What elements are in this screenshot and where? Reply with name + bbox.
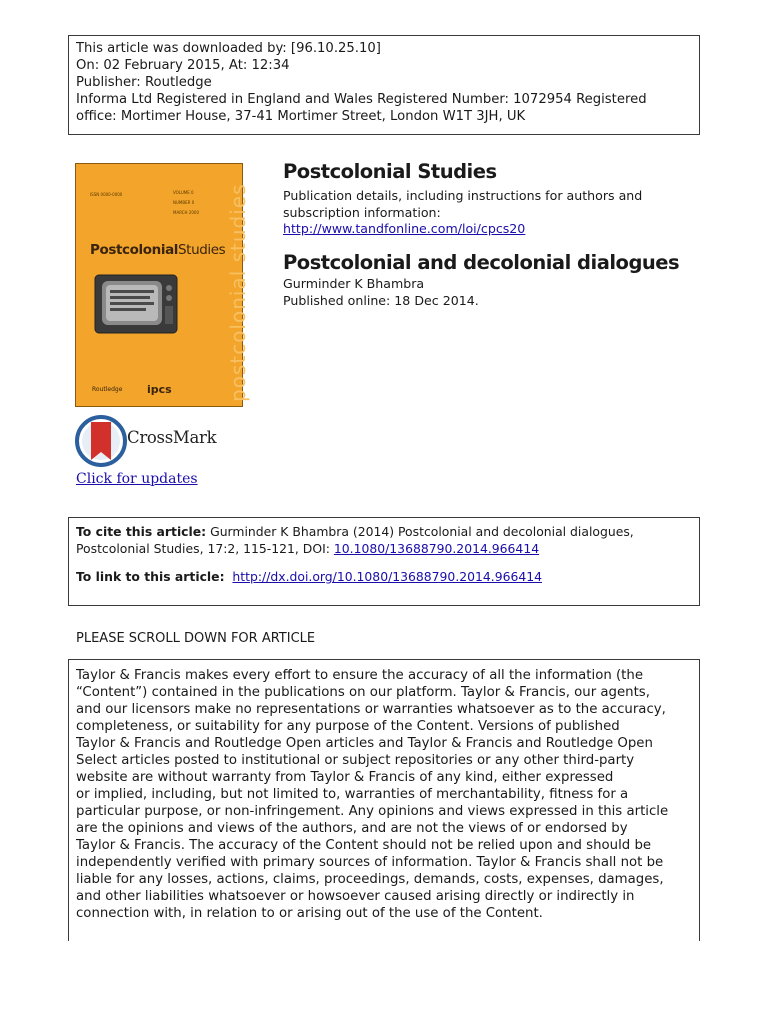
published-date: Published online: 18 Dec 2014. [283, 293, 479, 308]
cover-publisher-mark: Routledge [92, 386, 123, 393]
disclaimer-line: Taylor & Francis. The accuracy of the Content should not be relied upon and should be [76, 838, 652, 853]
crossmark-label: CrossMark [127, 428, 217, 447]
journal-cover [75, 163, 250, 407]
disclaimer-line: and other liabilities whatsoever or howsoever caused arising directly or indirectly in [76, 889, 635, 904]
disclaimer-line: Select articles posted to institutional or subject repositories or any other third-party [76, 753, 635, 768]
cover-vertical-title: postcolonial studies [226, 183, 250, 402]
cover-volume: VOLUME 0 [173, 190, 194, 195]
download-notice-line: Informa Ltd Registered in England and Wales Registered Number: 1072954 Registered [76, 92, 647, 107]
download-notice-line: Publisher: Routledge [76, 75, 212, 90]
disclaimer-line: Taylor & Francis and Routledge Open articles and Taylor & Francis and Routledge Open [76, 736, 653, 751]
disclaimer-line: liable for any losses, actions, claims, proceedings, demands, costs, expenses, damages, [76, 872, 664, 887]
download-notice [68, 35, 700, 135]
link-row [76, 569, 692, 586]
disclaimer-line: “Content”) contained in the publications on our platform. Taylor & Francis, our agents, [76, 685, 650, 700]
cover-title-bold: Postcolonial [90, 242, 179, 258]
crossmark-badge[interactable] [75, 414, 225, 469]
disclaimer-line: completeness, or suitability for any purpose of the Content. Versions of published [76, 719, 620, 734]
disclaimer-line: particular purpose, or non-infringement. Any opinions and views expressed in this article [76, 804, 669, 819]
click-for-updates-link[interactable]: Click for updates [76, 471, 198, 487]
cite-text-2: Postcolonial Studies, 17:2, 115-121, DOI: [76, 540, 330, 556]
disclaimer-line: and our licensors make no representations or warranties whatsoever as to the accuracy, [76, 702, 666, 717]
publication-details [283, 187, 683, 221]
disclaimer-line: website are without warranty from Taylor & Francis of any kind, either expressed [76, 770, 614, 785]
cover-month: MARCH 2000 [173, 210, 200, 215]
doi-link[interactable]: 10.1080/13688790.2014.966414 [333, 540, 540, 556]
publication-details-line: subscription information: [283, 205, 441, 220]
journal-url-link[interactable]: http://www.tandfonline.com/loi/cpcs20 [283, 221, 526, 236]
download-notice-line: This article was downloaded by: [96.10.25.10] [76, 41, 381, 56]
cite-row [76, 524, 692, 541]
cover-number: NUMBER 0 [173, 200, 195, 205]
crossmark-icon [75, 414, 127, 469]
cite-label: To cite this article: [76, 524, 207, 539]
disclaimer-line: or implied, including, but not limited to, warranties of merchantability, fitness for a [76, 787, 629, 802]
article-url-link[interactable]: http://dx.doi.org/10.1080/13688790.2014.966414 [232, 569, 543, 584]
cover-society-mark: ipcs [147, 383, 172, 396]
link-label: To link to this article: [76, 569, 225, 584]
cover-title [90, 242, 225, 258]
disclaimer-line: Taylor & Francis makes every effort to ensure the accuracy of all the information (the [76, 668, 643, 683]
disclaimer-line: are the opinions and views of the authors, and are not the views of or endorsed by [76, 821, 628, 836]
scroll-notice: PLEASE SCROLL DOWN FOR ARTICLE [76, 631, 316, 646]
article-title: Postcolonial and decolonial dialogues [283, 251, 680, 274]
disclaimer-box [68, 659, 700, 941]
journal-title: Postcolonial Studies [283, 160, 497, 183]
cite-text: Gurminder K Bhambra (2014) Postcolonial and decolonial dialogues, [210, 524, 634, 539]
article-author: Gurminder K Bhambra [283, 276, 425, 291]
download-notice-line: On: 02 February 2015, At: 12:34 [76, 58, 290, 73]
cover-issn: ISSN 0000-0000 [90, 192, 123, 197]
disclaimer-line: connection with, in relation to or arising out of the use of the Content. [76, 906, 543, 921]
cover-title-rest: Studies [178, 242, 226, 258]
citation-box [68, 517, 700, 606]
disclaimer-line: independently verified with primary sources of information. Taylor & Francis shall not be [76, 855, 664, 870]
publication-details-line: Publication details, including instructions for authors and [283, 188, 643, 203]
download-notice-line: office: Mortimer House, 37-41 Mortimer Street, London W1T 3JH, UK [76, 109, 526, 124]
television-icon [94, 274, 178, 334]
cite-row-2 [76, 541, 692, 558]
